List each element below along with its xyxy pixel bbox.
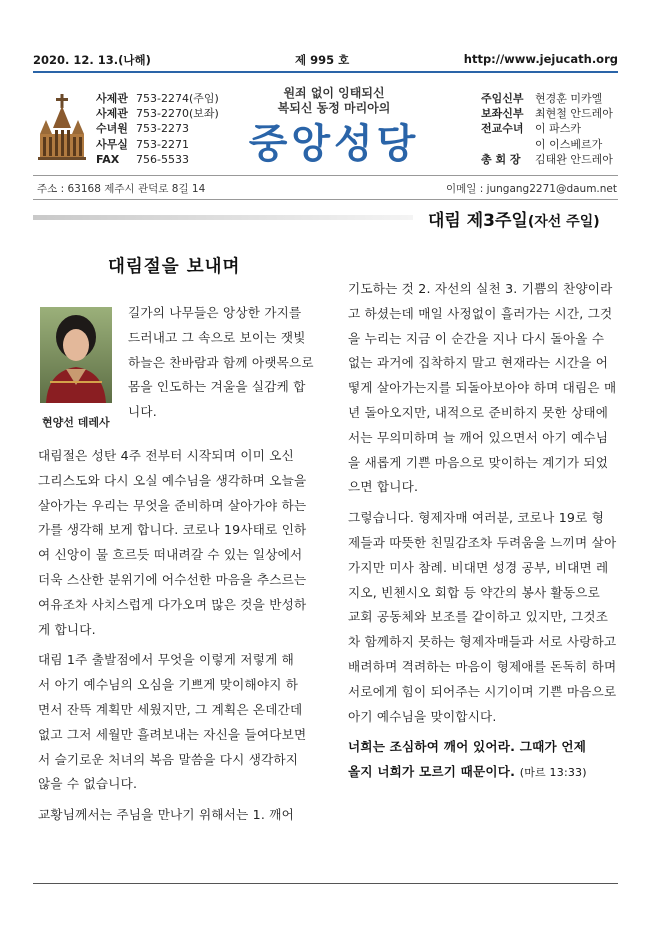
contact-row: 사무실 753-2271 — [96, 137, 189, 151]
issue-info-bar — [33, 52, 618, 68]
article-title: 대림절을 보내며 — [108, 257, 241, 277]
church-email[interactable]: 이메일 : jungang2271@daum.net — [445, 183, 617, 195]
author-name: 현양선 데레사 — [42, 416, 110, 429]
masthead-subtitle-1: 원죄 없이 잉태되신 — [283, 86, 385, 100]
header-divider — [33, 175, 618, 176]
issue-date: 2020. 12. 13.(나해) — [33, 53, 151, 67]
staff-list — [481, 91, 613, 167]
contact-row: 사제관 753-2274(주임) — [96, 92, 219, 105]
decorative-shade-bar — [33, 215, 413, 220]
church-name: 중앙성당 — [248, 121, 420, 167]
contact-list — [96, 91, 219, 167]
scripture-reference: (마르 13:33) — [519, 766, 587, 780]
author-photo — [40, 307, 112, 403]
contact-row: 사제관 753-2270(보좌) — [96, 107, 219, 121]
sunday-subtitle: (자선 주일) — [527, 214, 600, 230]
staff-row: 총 회 장 김태완 안드레아 — [481, 152, 613, 166]
website-link[interactable]: http://www.jejucath.org — [463, 52, 618, 66]
liturgical-sunday — [428, 206, 600, 231]
text-line: 몸을 인도하는 겨울을 실감케 합 — [128, 379, 306, 395]
address-divider — [33, 199, 618, 200]
staff-row: 전교수녀 이 파스카 — [481, 122, 582, 136]
text-line: 드러내고 그 속으로 보이는 잿빛 — [128, 329, 306, 345]
article-intro — [128, 301, 318, 425]
issue-number: 제 995 호 — [295, 53, 350, 67]
top-divider — [33, 71, 618, 73]
address-bar — [37, 181, 617, 196]
sunday-title: 대림 제3주일 — [428, 211, 528, 231]
contact-row: 수녀원 753-2273 — [96, 122, 189, 136]
bottom-divider — [33, 883, 618, 884]
staff-row: 주임신부 현경훈 미카엘 — [481, 92, 603, 105]
paragraph: 그렇습니다. 형제자매 여러분, 코로나 19로 형 제들과 따뜻한 친밀감조차 두려움을 느끼며 살아 가지만 미사 참례. 비대면 성경 공부, 비대면 레 지오, 빈첸시오 회합 등 약간의 봉사 활동으로 교회 공동체와 보조를 같이하고 있지만, 그것조 차 함께하지 못하는 형제자매들과 서로 사랑하고 배려하며 격려하는 마음이 형제애를 돈독히 하며 서로에게 힘이 되어주는 시기이며 기쁜 마음으로 아기 예수님을 맞이합시다. — [348, 510, 617, 724]
church-address: 주소 : 63168 제주시 관덕로 8길 14 — [37, 183, 206, 195]
article-left-column — [38, 444, 318, 834]
contact-row: FAX 756-5533 — [96, 152, 189, 166]
article-right-column — [348, 277, 622, 792]
staff-row: 이 이스베르가 — [535, 137, 603, 151]
masthead-subtitle-2: 복되신 동정 마리아의 — [277, 101, 391, 115]
church-masthead — [218, 86, 450, 168]
scripture-quote: 너희는 조심하여 깨어 있어라. 그때가 언제 올지 너희가 모르기 때문이다. (마르 13:33) — [348, 739, 587, 780]
staff-row: 보좌신부 최현철 안드레아 — [481, 107, 613, 121]
text-line: 니다. — [128, 404, 157, 420]
paragraph: 교황님께서는 주님을 만나기 위해서는 1. 깨어 — [38, 807, 295, 823]
paragraph: 기도하는 것 2. 자선의 실천 3. 기쁨의 찬양이라 고 하셨는데 매일 사정없이 흘러가는 시간, 그것 을 누리는 지금 이 순간을 지나 다시 돌아올 수 없는 과거에 집착하지 말고 현재라는 시간을 어 떻게 살아가는지를 되돌아보아야 하며 대림은 매 년 돌아오지만, 내적으로 준비하지 못한 상태에 서는 무의미하며 늘 깨어 있으면서 아기 예수님 을 새롭게 기쁜 마음으로 맞이하는 계기가 되었 으면 합니다. — [348, 281, 617, 495]
paragraph: 대림절은 성탄 4주 전부터 시작되며 이미 오신 그리스도와 다시 오실 예수님을 생각하며 오늘을 살아가는 우리는 무엇을 준비하며 살아가야 하는 가를 생각해 보게 합니다. 코로나 19사태로 인하 여 신앙이 물 흐르듯 떠내려갈 수 있는 일상에서 더욱 스산한 분위기에 어수선한 마음을 추스르는 여유조차 사치스럽게 다가오며 많은 것을 반성하 게 합니다. — [38, 448, 307, 637]
church-logo-icon — [36, 94, 88, 160]
paragraph: 대림 1주 출발점에서 무엇을 이렇게 저렇게 해 서 아기 예수님의 오심을 기쁘게 맞이해야지 하 면서 잔뜩 계획만 세웠지만, 그 계획은 온데간데 없고 그저 세월만 흘려보내는 자신을 들여다보면 서 슬기로운 처녀의 복음 말씀을 다시 생각하지 않을 수 없습니다. — [38, 652, 307, 792]
text-line: 길가의 나무들은 앙상한 가지를 — [128, 305, 302, 320]
text-line: 하늘은 찬바람과 함께 아랫목으로 — [128, 354, 314, 370]
